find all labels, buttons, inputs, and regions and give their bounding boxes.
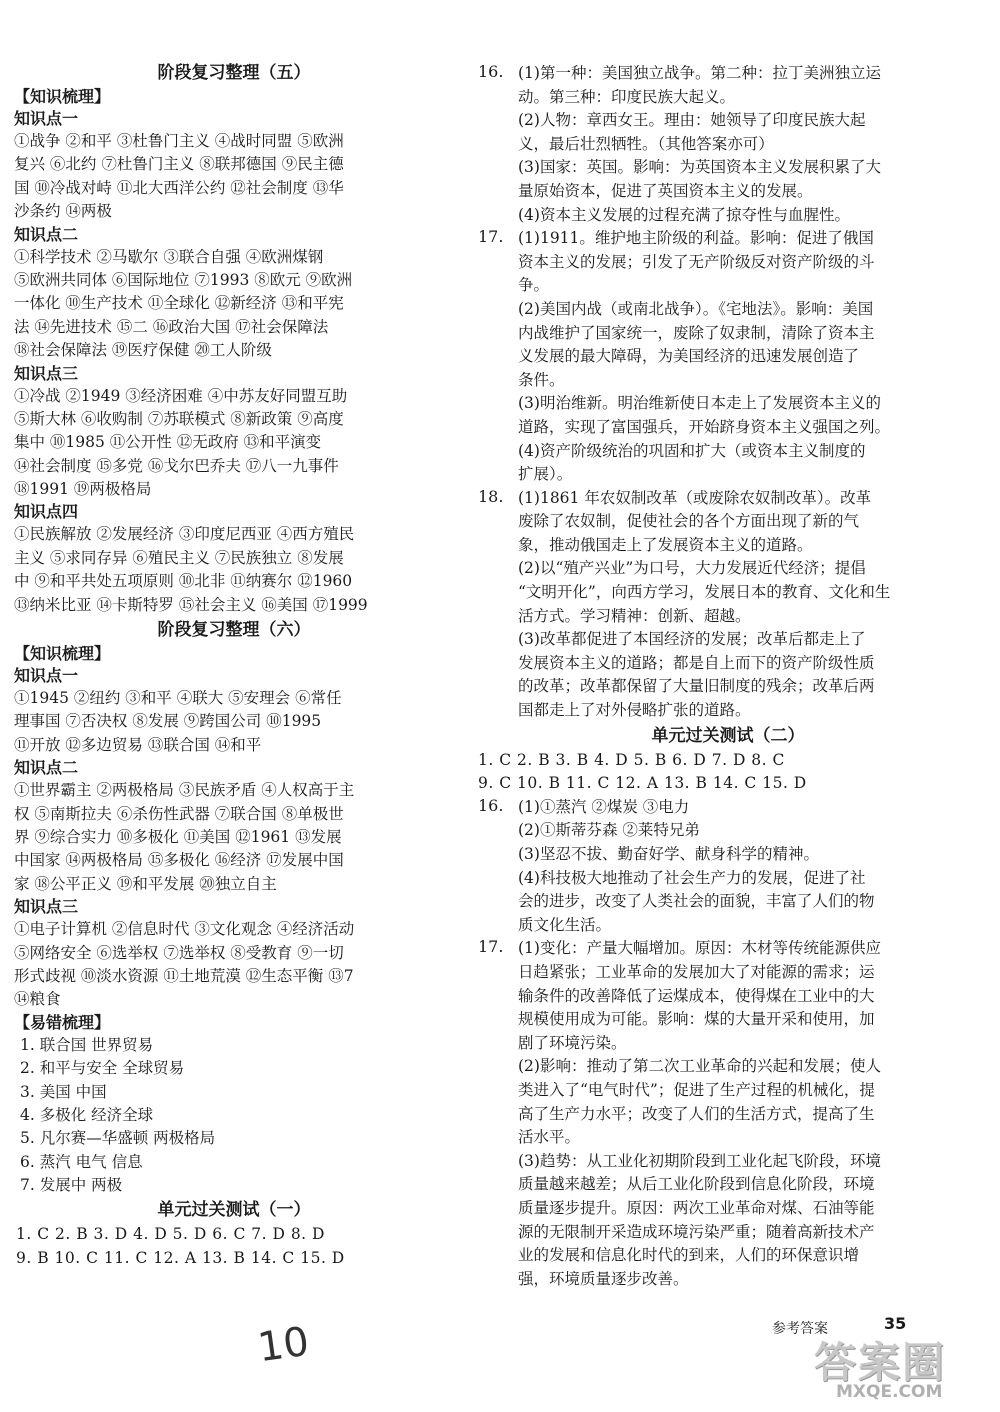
text-line: 1. C 2. B 3. B 4. D 5. B 6. D 7. D 8. C [478,750,785,769]
text-line: 义，最后壮烈牺牲。（其他答案亦可） [518,134,774,153]
question-number: 18. [478,486,504,506]
question-number: 17. [478,937,504,957]
watermark [812,1330,992,1406]
text-line: 界 ⑨综合实力 ⑩多极化 ⑪美国 ⑫1961 ⑬发展 [14,827,342,846]
text-line: (3)明治维新。明治维新使日本走上了发展资本主义的 [518,394,881,413]
text-line: (2)以“殖产兴业”为口号，大力发展近代经济；提倡 [518,559,866,578]
text-line: (4)科技极大地推动了社会生产力的发展，促进了社 [518,868,866,887]
question-answer-lines [518,937,978,1291]
text-line: ⑤欧洲共同体 ⑥国际地位 ⑦1993 ⑧欧元 ⑨欧洲 [14,270,353,289]
answer-block [14,246,454,363]
answer-block [14,385,454,502]
watermark-url: MXQE.COM [836,1382,943,1402]
text-line: ①1945 ②纽约 ③和平 ④联大 ⑤安理会 ⑥常任 [14,689,342,708]
text-line: (1)变化：产量大幅增加。原因：木材等传统能源供应 [518,939,881,958]
text-line: (1)第一种：美国独立战争。第二种：拉丁美洲独立运 [518,64,881,82]
text-line: 形式歧视 ⑩淡水资源 ⑪土地荒漠 ⑫生态平衡 ⑬7 [14,966,354,985]
text-line: 权 ⑤南斯拉夫 ⑥杀伤性武器 ⑦联合国 ⑧单极世 [14,804,344,823]
text-line: 道路，实现了富国强兵，开始跻身资本主义强国之列。 [518,417,891,436]
question-16 [478,62,978,227]
text-line: 9. C 10. B 11. C 12. A 13. B 14. C 15. D [478,774,807,793]
text-line: 源的无限制开采造成环境污染严重；随着高新技术产 [518,1222,875,1241]
text-line: 9. B 10. C 11. C 12. A 13. B 14. C 15. D [16,1249,345,1268]
text-line: ⑤斯大林 ⑥收购制 ⑦苏联模式 ⑧新政策 ⑨高度 [14,409,344,428]
text-line: 中 ⑨和平共处五项原则 ⑩北非 ⑪纳赛尔 ⑫1960 [14,572,353,591]
text-line: (1)1911。维护地主阶级的利益。影响：促进了俄国 [518,229,874,248]
question-number: 16. [478,62,504,81]
text-line: 义发展的最大障碍，为美国经济的迅速发展创造了 [518,347,860,366]
text-line: 中国家 ⑭两极格局 ⑮多极化 ⑯经济 ⑰发展中国 [14,851,344,870]
text-line: (4)资本主义发展的过程充满了掠夺性与血腥性。 [518,205,850,224]
text-line: 条件。 [518,370,565,389]
text-line: 规模使用成为可能。影响：煤的大量开采和使用，加 [518,1010,875,1029]
unit-test-2-question-17 [478,937,978,1291]
footer-label: 参考答案 [772,1321,828,1337]
text-line: 3. 美国 中国 [20,1082,107,1101]
text-line: 废除了农奴制，促使社会的各个方面出现了新的气 [518,512,860,531]
unit-test-title-1: 单元过关测试（一） [157,1200,311,1221]
text-line: 7. 发展中 两极 [20,1176,123,1195]
text-line: ①电子计算机 ②信息时代 ③文化观念 ④经济活动 [14,920,355,939]
question-number: 17. [478,227,504,247]
text-line: 强，环境质量逐步改善。 [518,1269,689,1288]
watermark-logo: 答案圈 [814,1338,947,1387]
text-line: ⑱社会保障法 ⑲医疗保健 ⑳工人阶级 [14,341,272,360]
text-line: 资本主义的发展；引发了无产阶级反对资产阶级的斗 [518,252,875,271]
text-line: 发展资本主义的道路；都是自上而下的资产阶级性质 [518,653,875,672]
text-line: ①世界霸主 ②两极格局 ③民族矛盾 ④人权高于主 [14,781,355,800]
text-line: 业的发展和信息化时代的到来，人们的环保意识增 [518,1246,860,1265]
text-line: 集中 ⑩1985 ⑪公开性 ⑫无政府 ⑬和平演变 [14,433,322,452]
text-line: 剧了环境污染。 [518,1033,627,1052]
text-line: 活水平。 [518,1128,581,1147]
point-heading: 知识点一 [14,109,79,128]
question-18 [478,487,978,723]
text-line: ⑤网络安全 ⑥选举权 ⑦选举权 ⑧受教育 ⑨一切 [14,943,344,962]
text-line: ①冷战 ②1949 ③经济困难 ④中苏友好同盟互助 [14,386,348,405]
text-line: 日趋紧张；工业革命的发展加大了对能源的需求；运 [518,962,875,981]
text-line: (1)1861 年农奴制改革（或废除农奴制改革）。改革 [518,488,872,507]
text-line: 5. 凡尔赛—华盛顿 两极格局 [20,1129,216,1148]
question-answer-lines [518,796,978,938]
point-heading: 知识点三 [14,363,79,383]
text-line: 会的进步，改变了人类社会的面貌，丰富了人们的物 [518,892,875,911]
knowledge-heading-6: 【知识梳理】 [14,644,111,664]
answer-block [14,687,454,757]
question-answer-lines [518,227,978,487]
text-line: (2)人物：章西女王。理由：她领导了印度民族大起 [518,111,866,130]
question-answer-lines [518,487,978,723]
text-line: 的改革；改革都保留了大量旧制度的残余；改革后两 [518,677,875,696]
text-line: (3)坚忍不拔、勤奋好学、献身科学的精神。 [518,845,819,863]
text-line: 动。第三种：印度民族大起义。 [518,87,736,106]
left-column [14,60,454,1271]
question-number: 16. [478,795,504,815]
text-line: 争。 [518,276,550,295]
text-line: 复兴 ⑥北约 ⑦杜鲁门主义 ⑧联邦德国 ⑨民主德 [14,155,344,174]
text-line: 量原始资本，促进了英国资本主义的发展。 [518,181,813,200]
section-title-5: 阶段复习整理（五） [157,63,311,83]
question-17 [478,227,978,487]
multiple-choice-answers [478,749,978,796]
text-line: (2)美国内战（或南北战争）。《宅地法》。影响：美国 [518,299,874,318]
text-line: 质量越来越差；从后工业化阶段到信息化阶段，环境 [518,1175,875,1194]
unit-test-2-question-16 [478,796,978,938]
text-line: 2. 和平与安全 全球贸易 [20,1059,185,1078]
text-line: 沙条约 ⑭两极 [14,202,112,221]
point-heading: 知识点一 [14,666,79,686]
text-line: 一体化 ⑩生产技术 ⑪全球化 ⑫新经济 ⑬和平宪 [14,294,344,313]
answer-block [14,130,454,224]
unit-test-title-2: 单元过关测试（二） [651,725,805,746]
text-line: 高了生产力水平；改变了人们的生活方式，提高了生 [518,1104,875,1123]
text-line: ①民族解放 ②发展经济 ③印度尼西亚 ④西方殖民 [14,525,355,544]
text-line: 类进入了“电气时代”；促进了生产过程的机械化，提 [518,1080,875,1099]
handwritten-mark: 10 [255,1318,312,1372]
answer-block [14,779,454,896]
point-heading: 知识点四 [14,502,79,522]
text-line: 扩展）。 [518,465,573,484]
text-line: 质文化生活。 [518,915,612,934]
text-line: 主义 ⑤求同存异 ⑥殖民主义 ⑦民族独立 ⑧发展 [14,548,344,567]
text-line: 4. 多极化 经济全球 [20,1105,154,1124]
text-line: ⑭社会制度 ⑮多党 ⑯戈尔巴乔夫 ⑰八一九事件 [14,456,339,475]
text-line: ⑬纳米比亚 ⑭卡斯特罗 ⑮社会主义 ⑯美国 ⑰1999 [14,595,368,614]
text-line: (3)国家：英国。影响：为英国资本主义发展积累了大 [518,158,881,177]
text-line: “文明开化”，向西方学习，发展日本的教育、文化和生 [518,583,891,602]
error-heading: 【易错梳理】 [14,1012,111,1032]
text-line: (2)①斯蒂芬森 ②莱特兄弟 [518,821,700,840]
text-line: 1. C 2. B 3. D 4. D 5. D 6. C 7. D 8. D [16,1225,325,1244]
text-line: 象，推动俄国走上了发展资本主义的道路。 [518,535,813,554]
text-line: 输条件的改善降低了运煤成本，使得煤在工业中的大 [518,986,875,1005]
text-line: 国都走上了对外侵略扩张的道路。 [518,701,751,720]
point-heading: 知识点二 [14,224,79,244]
text-line: ⑪开放 ⑫多边贸易 ⑬联合国 ⑭和平 [14,735,262,754]
section-title-6: 阶段复习整理（六） [157,620,311,641]
text-line: (2)影响：推动了第二次工业革命的兴起和发展；使人 [518,1057,881,1076]
text-line: 内战维护了国家统一，废除了奴隶制，清除了资本主 [518,323,875,342]
text-line: 国 ⑩冷战对峙 ⑪北大西洋公约 ⑫社会制度 ⑬华 [14,178,344,197]
answer-block [14,1034,454,1198]
multiple-choice-answers [14,1223,454,1270]
question-answer-lines [518,62,978,227]
text-line: ①科学技术 ②马歇尔 ③联合自强 ④欧洲煤钢 [14,247,324,266]
text-line: ①战争 ②和平 ③杜鲁门主义 ④战时同盟 ⑤欧洲 [14,132,344,150]
point-heading: 知识点三 [14,897,79,917]
right-column [478,62,978,1291]
text-line: 理事国 ⑦否决权 ⑧发展 ⑨跨国公司 ⑩1995 [14,712,322,731]
knowledge-heading-5: 【知识梳理】 [14,87,111,106]
text-line: 1. 联合国 世界贸易 [20,1035,154,1054]
text-line: ⑭粮食 [14,990,61,1009]
answer-block [14,523,454,617]
text-line: (1)①蒸汽 ②煤炭 ③电力 [518,797,690,816]
text-line: 6. 蒸汽 电气 信息 [20,1152,143,1171]
text-line: 家 ⑱公平正义 ⑲和平发展 ⑳独立自主 [14,874,277,893]
text-line: 质量逐步提升。原因：两次工业革命对煤、石油等能 [518,1198,875,1217]
text-line: ⑱1991 ⑲两极格局 [14,480,152,499]
text-line: (3)趋势：从工业化初期阶段到工业化起飞阶段，环境 [518,1151,881,1170]
point-heading: 知识点二 [14,758,79,778]
text-line: (3)改革都促进了本国经济的发展；改革后都走上了 [518,630,866,649]
answer-block [14,918,454,1012]
text-line: (4)资产阶级统治的巩固和扩大（或资本主义制度的 [518,441,866,460]
page-number: 35 [884,1314,907,1333]
text-line: 法 ⑭先进技术 ⑮二 ⑯政治大国 ⑰社会保障法 [14,317,329,336]
text-line: 活方式。学习精神：创新、超越。 [518,606,751,625]
